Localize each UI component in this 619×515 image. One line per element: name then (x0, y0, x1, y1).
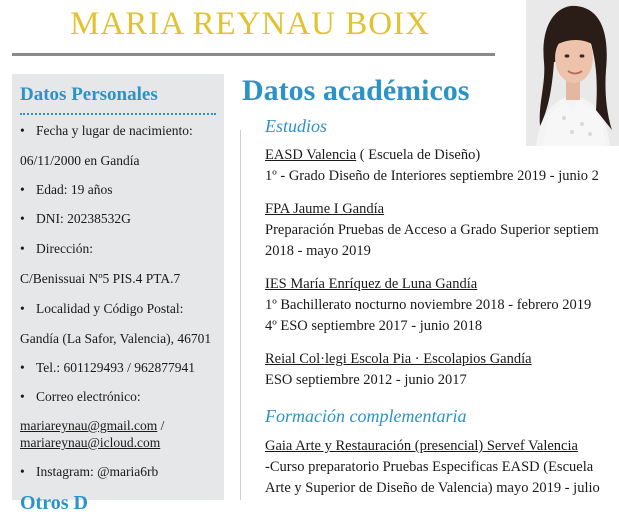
candidate-name: MARIA REYNAU BOIX (70, 6, 430, 42)
study-entry-title: FPA Jaume I Gandía (265, 201, 385, 217)
profile-photo (526, 0, 619, 146)
instagram-line: • Instagram: @maria6rb (20, 464, 159, 479)
address-label-line: • Dirección: (20, 241, 93, 256)
phone-line: • Tel.: 601129493 / 962877941 (20, 360, 196, 375)
email-label-line: • Correo electrónico: (20, 389, 141, 404)
study-entry-line: ESO septiembre 2012 - junio 2017 (265, 372, 467, 388)
address-value-line: C/Benissuai Nº5 PIS.4 PTA.7 (20, 271, 181, 286)
personal-data-heading: Datos Personales (20, 84, 158, 105)
icloud-link[interactable]: mariareynau@icloud.com (20, 435, 161, 450)
studies-heading: Estudios (265, 116, 328, 136)
email-line-2 (20, 435, 160, 451)
email-line-1: mariareynau@gmail.com / (20, 418, 165, 433)
dni-line: • DNI: 20238532G (20, 211, 131, 226)
study-entry-line: 1º Bachillerato nocturno noviembre 2018 - febrero 2019 (265, 297, 592, 313)
academic-data-heading: Datos académicos (242, 74, 470, 107)
complementary-training-heading: Formación complementaria (265, 406, 467, 426)
study-entry-line: Preparación Pruebas de Acceso a Grado Superior septiem (265, 222, 599, 238)
training-entry-line: -Curso preparatorio Pruebas Especificas EASD (Escuela (265, 459, 594, 475)
birth-value-line: 06/11/2000 en Gandía (20, 153, 140, 168)
age-line: • Edad: 19 años (20, 182, 113, 197)
main-vertical-rule (240, 130, 241, 500)
study-entry-line: 2018 - mayo 2019 (265, 243, 371, 259)
gmail-link[interactable]: mariareynau@gmail.com (20, 418, 158, 433)
locality-label-line: • Localidad y Código Postal: (20, 301, 184, 316)
personal-data-sidebar (12, 74, 224, 514)
training-entry-line: Arte y Superior de Diseño de Valencia) mayo 2019 - julio (265, 480, 600, 496)
study-entry-title: IES María Enríquez de Luna Gandía (265, 276, 478, 292)
birth-label-line: • Fecha y lugar de nacimiento: (20, 123, 193, 138)
heading-dotted-divider (20, 113, 216, 115)
study-entry-line: 4º ESO septiembre 2017 - junio 2018 (265, 318, 483, 334)
locality-value-line: Gandía (La Safor, Valencia), 46701 (20, 331, 212, 346)
training-entry-title: Gaia Arte y Restauración (presencial) Servef Valencia (265, 438, 578, 454)
other-data-heading-cropped: Otros D (20, 492, 88, 514)
study-entry-title: EASD Valencia ( Escuela de Diseño) (265, 147, 481, 163)
study-entry-line: 1º - Grado Diseño de Interiores septiembre 2019 - junio 2 (265, 168, 599, 184)
header-divider (12, 53, 495, 56)
study-entry-title: Reial Col·legi Escola Pia · Escolapios Gandía (265, 351, 532, 367)
